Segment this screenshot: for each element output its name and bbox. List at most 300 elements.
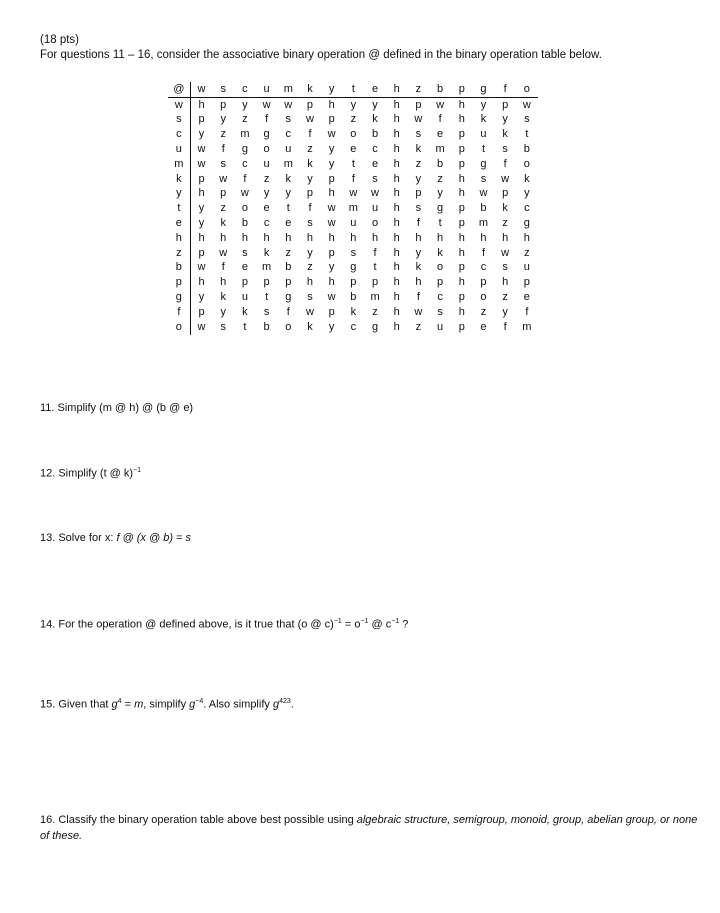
column-header: u xyxy=(256,82,278,97)
table-cell: y xyxy=(307,172,313,185)
row-header: u xyxy=(168,142,190,157)
table-cell: p xyxy=(220,98,227,111)
table-cell: h xyxy=(458,113,465,126)
table-cell: y xyxy=(502,113,508,126)
question-12 xyxy=(40,467,141,480)
question-15-d: . Also simplify xyxy=(203,698,273,711)
table-cell: e xyxy=(480,320,487,333)
table-cell: w xyxy=(327,202,336,215)
table-cell: w xyxy=(262,98,271,111)
table-cell: y xyxy=(502,305,508,318)
table-cell: k xyxy=(350,305,357,318)
row-header: o xyxy=(168,320,190,335)
table-cell: s xyxy=(242,246,248,259)
question-14-sup1: −1 xyxy=(333,618,342,625)
question-15-a: 15. Given that xyxy=(40,698,112,711)
points-label: (18 pts) xyxy=(40,34,79,46)
table-cell: y xyxy=(220,113,226,126)
table-cell: s xyxy=(524,113,530,126)
table-cell: m xyxy=(240,128,250,141)
table-cell: o xyxy=(241,202,248,215)
table-cell: h xyxy=(328,231,335,244)
table-cell: h xyxy=(393,261,400,274)
table-cell: w xyxy=(327,128,336,141)
table-cell: w xyxy=(327,217,336,230)
table-cell: w xyxy=(240,187,249,200)
table-cell: h xyxy=(458,276,465,289)
table-cell: t xyxy=(481,143,485,156)
question-14-b: = o xyxy=(341,618,361,631)
table-cell: p xyxy=(198,113,205,126)
table-cell: t xyxy=(286,202,290,215)
intro-text: For questions 11 – 16, consider the associative binary operation @ defined in the binary operation table below. xyxy=(40,49,602,61)
table-cell: h xyxy=(393,98,400,111)
table-cell: h xyxy=(437,231,444,244)
table-cell: y xyxy=(415,246,422,259)
table-row xyxy=(168,157,538,172)
table-cell: w xyxy=(327,291,336,304)
table-cell: h xyxy=(502,276,509,289)
table-cell: w xyxy=(305,113,314,126)
table-cell: z xyxy=(415,157,422,170)
table-cell: k xyxy=(415,261,422,274)
table-cell: t xyxy=(438,217,442,230)
table-cell: g xyxy=(480,157,487,170)
table-cell: h xyxy=(393,172,400,185)
table-cell: z xyxy=(415,320,422,333)
table-cell: t xyxy=(243,320,247,333)
table-cell: s xyxy=(480,172,487,185)
table-corner-symbol: @ xyxy=(168,82,190,97)
table-cell: f xyxy=(286,305,290,318)
table-cell: p xyxy=(458,202,465,215)
question-14 xyxy=(40,618,408,631)
table-cell: o xyxy=(480,291,487,304)
table-row xyxy=(168,246,538,261)
table-cell: h xyxy=(458,172,465,185)
table-cell: y xyxy=(350,98,357,111)
table-cell: z xyxy=(220,128,226,141)
table-cell: s xyxy=(350,246,357,259)
table-cell: s xyxy=(372,172,378,185)
table-cell: u xyxy=(241,291,248,304)
table-cell: p xyxy=(458,261,465,274)
table-cell: e xyxy=(437,128,444,141)
table-cell: p xyxy=(241,276,248,289)
column-header: b xyxy=(429,82,451,97)
table-cell: f xyxy=(503,320,507,333)
table-cell: h xyxy=(458,246,465,259)
table-cell: z xyxy=(480,305,487,318)
row-header: w xyxy=(168,97,190,112)
table-cell: p xyxy=(328,113,335,126)
table-cell: m xyxy=(435,143,445,156)
table-cell: h xyxy=(502,231,509,244)
table-row xyxy=(168,172,538,187)
table-cell: p xyxy=(306,98,314,111)
table-cell: y xyxy=(307,246,313,259)
table-cell: h xyxy=(263,231,270,244)
table-cell: g xyxy=(523,217,530,230)
table-cell: e xyxy=(263,202,270,215)
question-13 xyxy=(40,532,191,544)
table-cell: t xyxy=(525,128,529,141)
table-cell: h xyxy=(458,231,465,244)
table-cell: h xyxy=(393,231,400,244)
table-cell: h xyxy=(198,231,205,244)
table-cell: y xyxy=(198,217,205,230)
table-cell: k xyxy=(480,113,487,126)
table-header-row xyxy=(168,82,538,97)
table-cell: y xyxy=(328,157,335,170)
table-row xyxy=(168,201,538,216)
table-cell: m xyxy=(348,202,358,215)
table-cell: e xyxy=(241,261,248,274)
table-cell: b xyxy=(371,128,379,141)
table-cell: p xyxy=(371,276,379,289)
table-cell: h xyxy=(393,246,400,259)
table-cell: k xyxy=(372,113,378,126)
table-cell: y xyxy=(263,187,270,200)
question-14-d: ? xyxy=(399,618,409,631)
column-header: g xyxy=(473,82,495,97)
table-cell: w xyxy=(305,305,314,318)
table-row xyxy=(168,187,538,202)
question-15 xyxy=(40,698,294,711)
table-cell: z xyxy=(502,291,508,304)
table-cell: y xyxy=(285,187,292,200)
table-cell: w xyxy=(436,98,445,111)
table-cell: y xyxy=(415,172,422,185)
row-header: e xyxy=(168,216,190,231)
table-cell: p xyxy=(458,143,465,156)
table-row xyxy=(168,290,538,305)
table-cell: g xyxy=(437,202,444,215)
table-cell: y xyxy=(328,143,335,156)
table-cell: p xyxy=(328,246,335,259)
question-13-prefix: 13. Solve for x: xyxy=(40,532,117,544)
table-cell: s xyxy=(307,291,313,304)
table-cell: h xyxy=(285,231,292,244)
table-cell: c xyxy=(437,291,443,304)
table-cell: p xyxy=(263,276,270,289)
table-cell: s xyxy=(263,305,270,318)
table-cell: m xyxy=(283,157,293,170)
row-header: s xyxy=(168,113,190,128)
table-cell: p xyxy=(502,98,509,111)
table-cell: k xyxy=(220,291,226,304)
table-cell: k xyxy=(242,305,248,318)
table-cell: w xyxy=(414,113,423,126)
table-cell: f xyxy=(503,157,507,170)
column-header: h xyxy=(386,82,408,97)
column-header: c xyxy=(234,82,256,97)
table-cell: b xyxy=(437,157,444,170)
table-cell: u xyxy=(285,143,292,156)
table-cell: y xyxy=(198,291,205,304)
table-cell: f xyxy=(438,113,442,126)
table-cell: k xyxy=(220,217,226,230)
table-cell: f xyxy=(416,217,420,230)
table-cell: y xyxy=(480,98,487,111)
question-15-g3: g xyxy=(272,698,280,711)
table-cell: p xyxy=(458,157,465,170)
table-row xyxy=(168,142,538,157)
table-cell: o xyxy=(523,157,530,170)
table-cell: f xyxy=(243,172,247,185)
table-cell: z xyxy=(285,246,292,259)
table-row xyxy=(168,275,538,290)
table-cell: p xyxy=(458,217,465,230)
table-cell: b xyxy=(241,217,248,230)
table-cell: u xyxy=(350,217,357,230)
table-cell: b xyxy=(523,143,530,156)
column-header: z xyxy=(408,82,430,97)
table-cell: e xyxy=(350,143,357,156)
table-cell: h xyxy=(241,231,248,244)
column-header: y xyxy=(321,82,343,97)
table-cell: s xyxy=(437,305,443,318)
table-cell: k xyxy=(524,172,530,185)
table-cell: s xyxy=(415,128,422,141)
table-cell: o xyxy=(371,217,379,230)
row-header: t xyxy=(168,201,190,216)
table-cell: s xyxy=(220,320,226,333)
table-cell: f xyxy=(373,246,377,259)
table-cell: u xyxy=(371,202,379,215)
table-cell: w xyxy=(371,187,379,200)
row-header: m xyxy=(168,157,190,172)
question-14-a: 14. For the operation @ defined above, is it true that (o @ c) xyxy=(40,618,334,631)
question-16-options: algebraic structure, semigroup, monoid, group, abelian group, or none of these. xyxy=(40,814,698,842)
table-cell: z xyxy=(307,261,313,274)
table-cell: f xyxy=(525,305,529,318)
table-cell: z xyxy=(372,305,378,318)
table-cell: s xyxy=(307,217,313,230)
table-cell: h xyxy=(220,276,227,289)
table-cell: y xyxy=(437,187,443,200)
table-cell: o xyxy=(350,128,357,141)
table-cell: w xyxy=(522,98,531,111)
table-cell: f xyxy=(265,113,269,126)
table-cell: h xyxy=(393,320,400,333)
table-cell: m xyxy=(370,291,380,304)
table-row xyxy=(168,216,538,231)
table-cell: w xyxy=(479,187,488,200)
table-cell: s xyxy=(502,261,508,274)
question-16-a: 16. Classify the binary operation table above best possible using xyxy=(40,814,357,826)
table-cell: k xyxy=(437,246,443,259)
table-row xyxy=(168,305,538,320)
operation-table xyxy=(168,82,538,335)
table-cell: f xyxy=(221,261,225,274)
table-cell: h xyxy=(480,231,487,244)
table-cell: k xyxy=(502,202,508,215)
table-cell: h xyxy=(328,98,335,111)
table-cell: h xyxy=(393,143,400,156)
table-cell: h xyxy=(198,98,205,111)
table-cell: c xyxy=(242,157,248,170)
row-header: b xyxy=(168,261,190,276)
column-header: m xyxy=(277,82,299,97)
table-cell: k xyxy=(263,246,270,259)
table-cell: u xyxy=(263,157,270,170)
table-cell: w xyxy=(197,320,206,333)
table-cell: y xyxy=(328,320,335,333)
column-header: e xyxy=(364,82,386,97)
table-cell: p xyxy=(285,276,292,289)
table-cell: w xyxy=(349,187,358,200)
table-cell: h xyxy=(415,231,422,244)
table-cell: f xyxy=(221,143,225,156)
table-cell: w xyxy=(501,246,510,259)
table-cell: h xyxy=(458,98,465,111)
table-cell: p xyxy=(328,305,335,318)
column-header: t xyxy=(343,82,365,97)
column-header: k xyxy=(299,82,321,97)
table-cell: z xyxy=(502,217,508,230)
table-cell: h xyxy=(220,231,227,244)
table-cell: c xyxy=(285,128,292,141)
table-cell: w xyxy=(219,172,228,185)
table-cell: k xyxy=(285,172,292,185)
question-14-c: @ c xyxy=(368,618,392,631)
table-cell: h xyxy=(350,231,357,244)
table-cell: h xyxy=(328,276,335,289)
table-cell: m xyxy=(478,217,489,230)
table-cell: w xyxy=(197,143,206,156)
row-header: p xyxy=(168,275,190,290)
row-header: f xyxy=(168,305,190,320)
table-cell: e xyxy=(523,291,530,304)
table-cell: w xyxy=(501,172,510,185)
question-14-sup3: −1 xyxy=(391,618,400,625)
row-header: g xyxy=(168,290,190,305)
table-cell: s xyxy=(415,202,422,215)
table-cell: h xyxy=(523,231,530,244)
table-cell: m xyxy=(522,320,532,333)
table-cell: p xyxy=(198,305,205,318)
question-15-g2: g xyxy=(189,698,196,711)
table-cell: h xyxy=(393,128,400,141)
table-cell: o xyxy=(285,320,292,333)
table-cell: e xyxy=(371,157,379,170)
table-cell: t xyxy=(265,291,269,304)
table-row xyxy=(168,127,538,142)
table-cell: f xyxy=(351,172,355,185)
table-cell: h xyxy=(393,291,400,304)
table-cell: y xyxy=(328,261,335,274)
table-cell: p xyxy=(458,291,465,304)
table-cell: z xyxy=(307,143,313,156)
table-cell: p xyxy=(198,246,205,259)
table-cell: h xyxy=(393,202,400,215)
column-header: w xyxy=(190,82,212,97)
table-cell: b xyxy=(480,202,487,215)
column-header: p xyxy=(451,82,473,97)
table-cell: h xyxy=(393,217,400,230)
table-cell: p xyxy=(458,128,465,141)
table-cell: z xyxy=(524,246,530,259)
question-15-sup3: 423 xyxy=(279,698,291,705)
table-cell: g xyxy=(285,291,292,304)
column-header: s xyxy=(212,82,234,97)
table-cell: u xyxy=(480,128,487,141)
table-cell: h xyxy=(198,276,205,289)
table-cell: k xyxy=(502,128,508,141)
table-cell: w xyxy=(414,305,423,318)
table-cell: h xyxy=(458,305,465,318)
table-cell: h xyxy=(306,231,314,244)
table-cell: w xyxy=(219,246,228,259)
table-cell: f xyxy=(481,246,485,259)
table-cell: u xyxy=(437,320,444,333)
table-cell: y xyxy=(198,128,205,141)
table-cell: t xyxy=(373,261,377,274)
table-cell: m xyxy=(262,261,272,274)
table-cell: b xyxy=(285,261,292,274)
table-cell: w xyxy=(197,157,206,170)
row-header: h xyxy=(168,231,190,246)
table-cell: o xyxy=(437,261,444,274)
row-header: k xyxy=(168,172,190,187)
table-cell: h xyxy=(458,187,465,200)
question-15-m: m xyxy=(134,698,144,711)
table-cell: g xyxy=(371,320,379,333)
table-cell: g xyxy=(263,128,270,141)
row-header: c xyxy=(168,127,190,142)
table-cell: h xyxy=(328,187,335,200)
table-cell: b xyxy=(350,291,357,304)
row-header: y xyxy=(168,187,190,202)
column-header: f xyxy=(494,82,516,97)
table-cell: p xyxy=(415,98,422,111)
table-cell: f xyxy=(308,202,312,215)
question-15-sup1: 4 xyxy=(117,698,122,705)
table-cell: u xyxy=(523,261,530,274)
question-11: 11. Simplify (m @ h) @ (b @ e) xyxy=(40,402,194,414)
question-15-sup2: −4 xyxy=(195,698,204,705)
table-cell: h xyxy=(393,305,400,318)
question-15-e: . xyxy=(290,698,294,711)
table-cell: g xyxy=(241,143,248,156)
table-cell: c xyxy=(350,320,357,333)
table-cell: s xyxy=(220,157,226,170)
question-12-text: 12. Simplify (t @ k) xyxy=(40,467,134,480)
table-cell: y xyxy=(242,98,248,111)
table-row xyxy=(168,231,538,246)
table-cell: w xyxy=(197,261,206,274)
question-13-equation: f @ (x @ b) = s xyxy=(116,532,192,544)
table-cell: h xyxy=(393,113,400,126)
table-cell: z xyxy=(242,113,248,126)
table-cell: p xyxy=(437,276,444,289)
table-cell: t xyxy=(351,157,355,170)
table-cell: s xyxy=(285,113,292,126)
table-cell: k xyxy=(307,320,313,333)
table-cell: g xyxy=(350,261,357,274)
table-cell: e xyxy=(285,217,292,230)
table-cell: p xyxy=(220,187,227,200)
table-cell: p xyxy=(306,187,314,200)
table-cell: z xyxy=(220,202,226,215)
row-header: z xyxy=(168,246,190,261)
table-row xyxy=(168,113,538,128)
table-cell: p xyxy=(523,276,530,289)
table-cell: p xyxy=(328,172,335,185)
table-cell: p xyxy=(502,187,509,200)
table-cell: h xyxy=(306,276,314,289)
